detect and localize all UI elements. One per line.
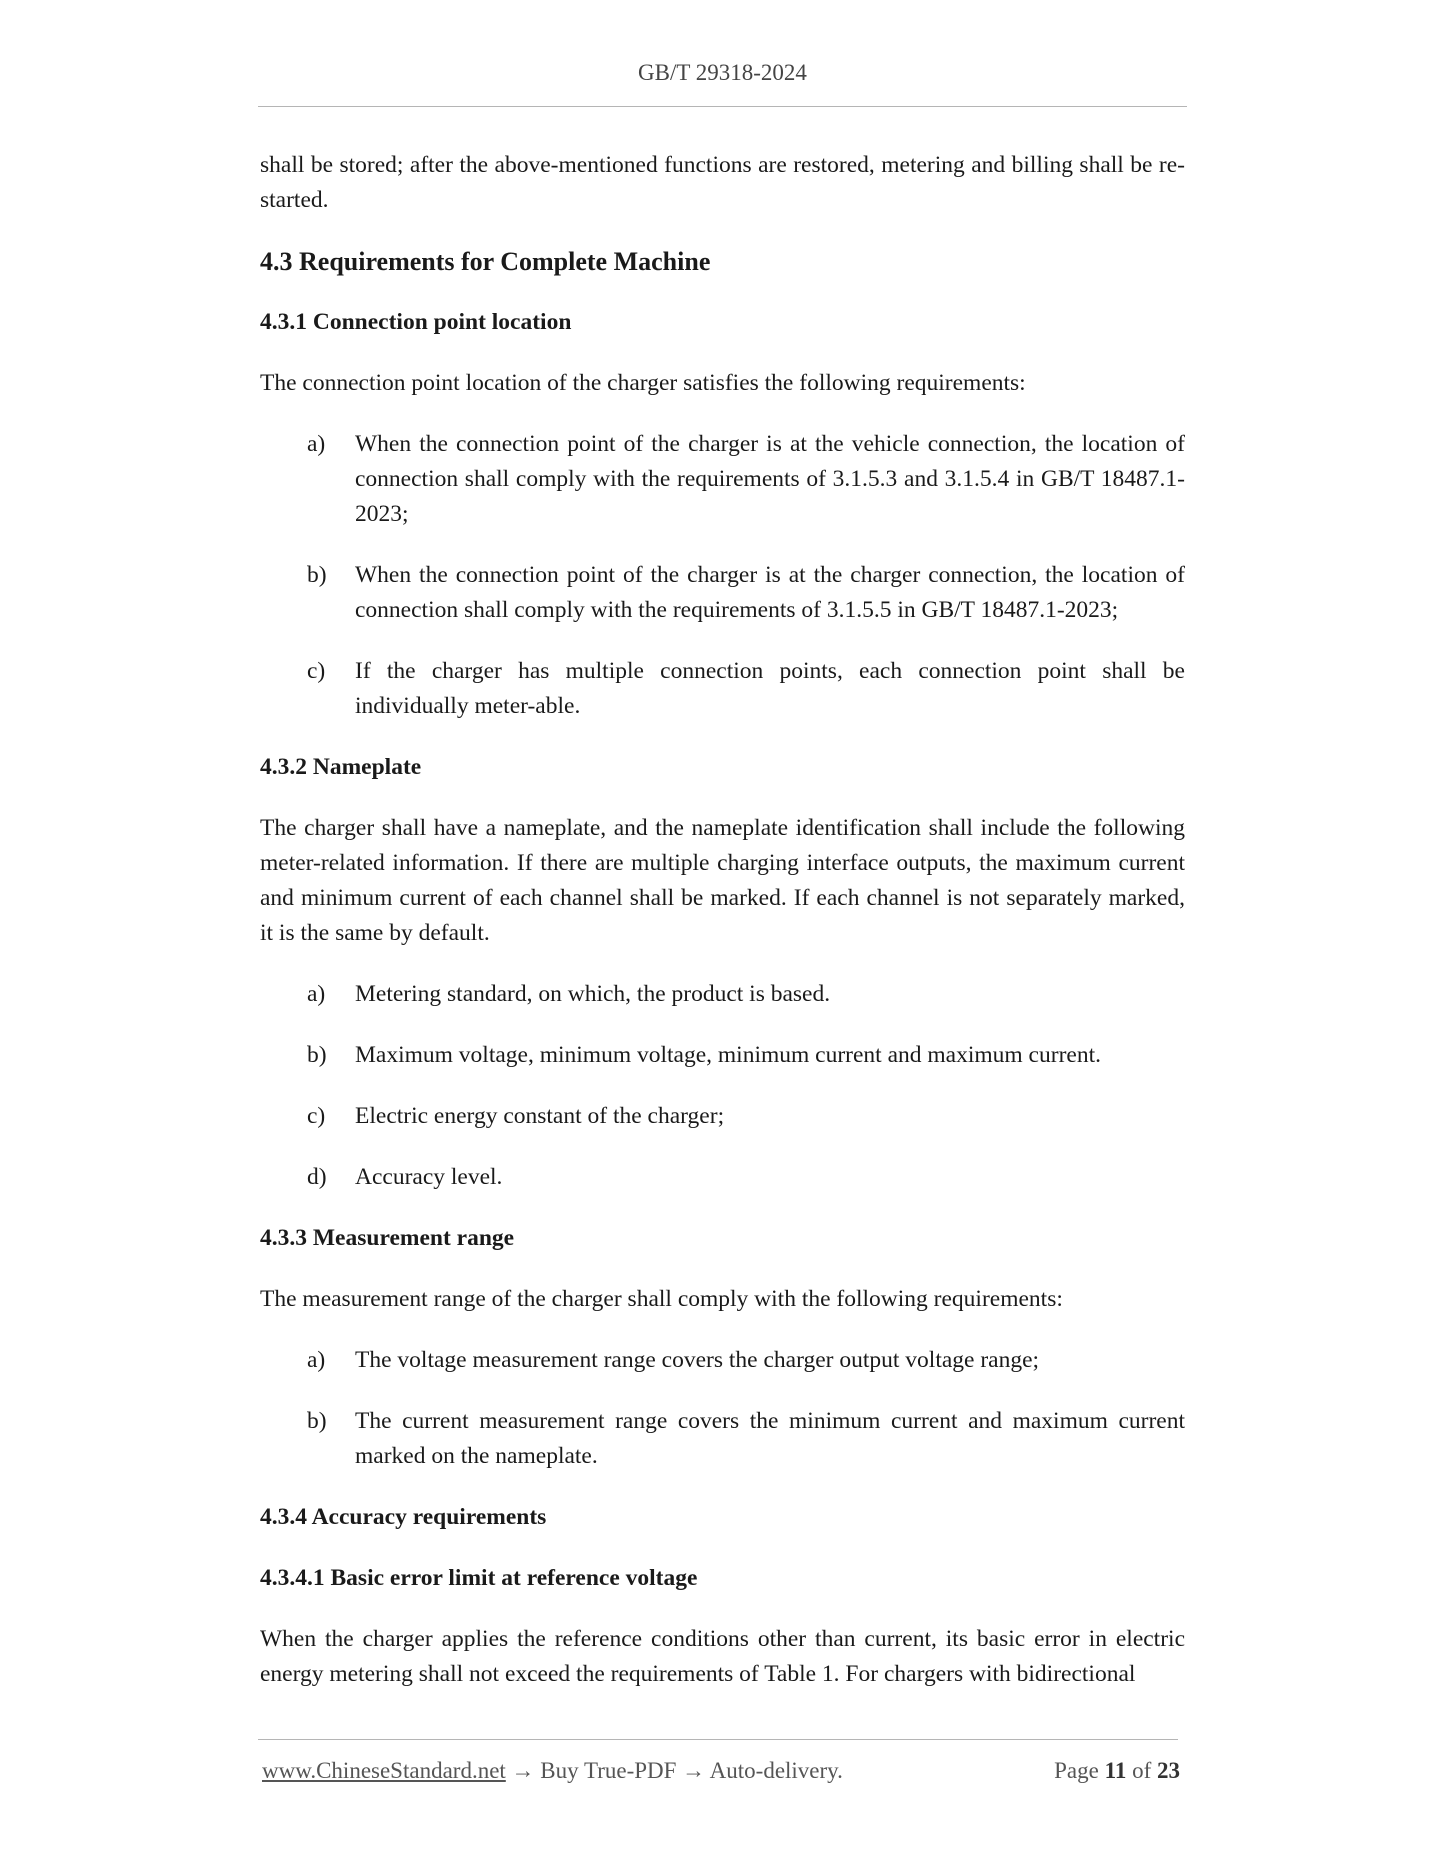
list-item bbox=[260, 558, 1185, 628]
list-item bbox=[260, 1099, 1185, 1134]
list-item-text: When the connection point of the charger is at the charger connection, the location of connection shall comply with the requirements of 3.1.5.5 in GB/T 18487.1-2023; bbox=[355, 562, 1185, 623]
page-header: GB/T 29318-2024 bbox=[638, 60, 807, 85]
section-4-3-4-1-intro: When the charger applies the reference conditions other than current, its basic error in electric energy metering shall not exceed the requirements of Table 1. For chargers with bidirectional bbox=[260, 1626, 1185, 1687]
measurement-range-list bbox=[260, 1343, 1185, 1474]
section-4-3-1-heading: 4.3.1 Connection point location bbox=[260, 309, 572, 335]
section-4-3-heading: 4.3 Requirements for Complete Machine bbox=[260, 247, 711, 276]
section-4-3-3-heading: 4.3.3 Measurement range bbox=[260, 1225, 515, 1251]
list-item bbox=[260, 1404, 1185, 1474]
website-link[interactable]: www.ChineseStandard.net bbox=[262, 1758, 506, 1783]
section-4-3-2-intro: The charger shall have a nameplate, and the nameplate identification shall include the following meter-related information. If there are multiple charging interface outputs, the maximum current and minimum current of each channel shall be marked. If each channel is not separately marked, it is the same by default. bbox=[260, 815, 1185, 946]
footer-tagline: → Buy True-PDF → Auto-delivery. bbox=[505, 1758, 843, 1783]
list-item bbox=[260, 427, 1185, 532]
page-label: Page bbox=[1054, 1758, 1099, 1783]
list-marker: c) bbox=[307, 1103, 326, 1129]
section-4-3-2-heading: 4.3.2 Nameplate bbox=[260, 754, 422, 780]
list-marker: b) bbox=[307, 562, 327, 588]
list-item-text: When the connection point of the charger is at the vehicle connection, the location of connection shall comply with the requirements of 3.1.5.3 and 3.1.5.4 in GB/T 18487.1-2023; bbox=[355, 431, 1185, 527]
of-label: of bbox=[1132, 1758, 1152, 1783]
list-item-text: Metering standard, on which, the product is based. bbox=[355, 981, 831, 1007]
list-marker: d) bbox=[307, 1164, 327, 1190]
section-4-3-4-1-heading: 4.3.4.1 Basic error limit at reference voltage bbox=[260, 1565, 698, 1591]
list-item bbox=[260, 1038, 1185, 1073]
list-marker: a) bbox=[307, 981, 326, 1007]
list-marker: a) bbox=[307, 431, 326, 457]
list-item-text: The current measurement range covers the minimum current and maximum current marked on the nameplate. bbox=[355, 1408, 1185, 1469]
section-4-3-3-intro: The measurement range of the charger shall comply with the following requirements: bbox=[260, 1286, 1063, 1312]
list-marker: a) bbox=[307, 1347, 326, 1373]
nameplate-list bbox=[260, 977, 1185, 1195]
list-marker: b) bbox=[307, 1408, 327, 1434]
section-4-3-4-heading: 4.3.4 Accuracy requirements bbox=[260, 1504, 547, 1530]
list-item bbox=[260, 1160, 1185, 1195]
list-item-text: If the charger has multiple connection points, each connection point shall be individually meter-able. bbox=[355, 658, 1185, 719]
list-item-text: The voltage measurement range covers the charger output voltage range; bbox=[355, 1347, 1040, 1373]
list-item-text: Electric energy constant of the charger; bbox=[355, 1103, 725, 1129]
list-item-text: Maximum voltage, minimum voltage, minimum current and maximum current. bbox=[355, 1042, 1101, 1068]
list-marker: b) bbox=[307, 1042, 327, 1068]
total-pages-number: 23 bbox=[1157, 1758, 1180, 1783]
intro-paragraph: shall be stored; after the above-mentioned functions are restored, metering and billing shall be re-started. bbox=[260, 152, 1185, 213]
list-item bbox=[260, 654, 1185, 724]
list-item bbox=[260, 977, 1185, 1012]
list-item-text: Accuracy level. bbox=[355, 1164, 503, 1190]
list-marker: c) bbox=[307, 658, 326, 684]
list-item bbox=[260, 1343, 1185, 1378]
section-4-3-1-intro: The connection point location of the charger satisfies the following requirements: bbox=[260, 370, 1026, 396]
page-indicator bbox=[1054, 1758, 1180, 1784]
document-body bbox=[260, 148, 1185, 1718]
header-divider bbox=[258, 106, 1187, 107]
current-page-number: 11 bbox=[1104, 1758, 1127, 1783]
connection-point-list bbox=[260, 427, 1185, 724]
footer-divider bbox=[258, 1739, 1178, 1740]
footer-promo bbox=[262, 1758, 843, 1784]
